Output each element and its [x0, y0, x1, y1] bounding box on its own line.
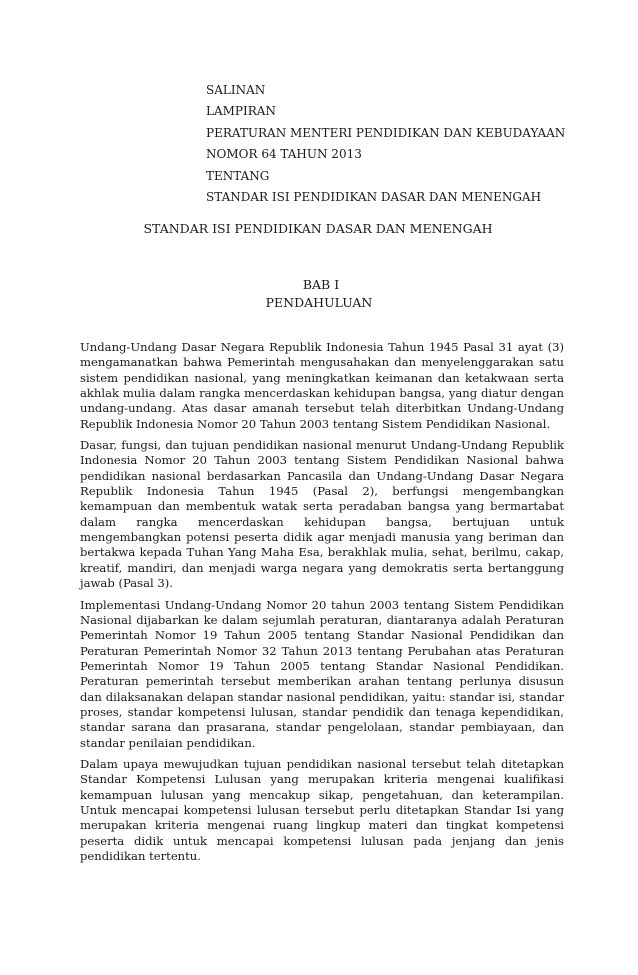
chapter-number: BAB I — [302, 277, 340, 292]
chapter-heading — [0, 276, 638, 311]
chapter-title: PENDAHULUAN — [265, 294, 373, 310]
document-title — [0, 221, 638, 236]
header-line-number: NOMOR 64 TAHUN 2013 — [206, 147, 362, 162]
paragraph-4: Dalam upaya mewujudkan tujuan pendidikan nasional tersebut telah ditetapkan Standar Kompetensi Lulusan yang merupakan kriteria mengenai kualifikasi kemampuan lulusan yang mencakup sikap, pengetahuan, dan keterampilan. Untuk mencapai kompetensi lulusan tersebut perlu ditetapkan Standar Isi yang merupakan kriteria mengenai ruang lingkup materi dan tingkat kompetensi peserta didik untuk mencapai kompetensi lulusan pada jenjang dan jenis pendidikan tertentu. — [80, 756, 564, 863]
header-line-tentang: TENTANG — [206, 168, 270, 183]
paragraph-2: Dasar, fungsi, dan tujuan pendidikan nasional menurut Undang-Undang Republik Indonesia Nomor 20 Tahun 2003 tentang Sistem Pendidikan Nasional bahwa pendidikan nasional berdasarkan Pancasila dan Undang-Undang Dasar Negara Republik Indonesia Tahun 1945 (Pasal 2), berfungsi mengembangkan kemampuan dan membentuk watak serta peradaban bangsa yang bermartabat dalam rangka mencerdaskan kehidupan bangsa, bertujuan untuk mengembangkan potensi peserta didik agar menjadi manusia yang beriman dan bertakwa kepada Tuhan Yang Maha Esa, berakhlak mulia, sehat, berilmu, cakap, kreatif, mandiri, dan menjadi warga negara yang demokratis serta bertanggung jawab (Pasal 3). — [80, 438, 564, 591]
document-title-text: STANDAR ISI PENDIDIKAN DASAR DAN MENENGAH — [143, 221, 493, 236]
header-line-lampiran: LAMPIRAN — [206, 104, 276, 119]
body-text — [80, 340, 564, 870]
header-line-salinan: SALINAN — [206, 83, 266, 97]
paragraph-1: Undang-Undang Dasar Negara Republik Indonesia Tahun 1945 Pasal 31 ayat (3) mengamanatkan bahwa Pemerintah mengusahakan dan menyelenggarakan satu sistem pendidikan nasional, yang meningkatkan keimanan dan ketakwaan serta akhlak mulia dalam rangka mencerdaskan kehidupan bangsa, yang diatur dengan undang-undang. Atas dasar amanah tersebut telah diterbitkan Undang-Undang Republik Indonesia Nomor 20 Tahun 2003 tentang Sistem Pendidikan Nasional. — [80, 340, 564, 431]
header-line-regulation: PERATURAN MENTERI PENDIDIKAN DAN KEBUDAYAAN — [206, 125, 566, 140]
regulation-header — [206, 80, 606, 208]
header-line-subject: STANDAR ISI PENDIDIKAN DASAR DAN MENENGAH — [206, 189, 542, 204]
paragraph-3: Implementasi Undang-Undang Nomor 20 tahun 2003 tentang Sistem Pendidikan Nasional dijabarkan ke dalam sejumlah peraturan, diantaranya adalah Peraturan Pemerintah Nomor 19 Tahun 2005 tentang Standar Nasional Pendidikan dan Peraturan Pemerintah Nomor 32 Tahun 2013 tentang Perubahan atas Peraturan Pemerintah Nomor 19 Tahun 2005 tentang Standar Nasional Pendidikan. Peraturan pemerintah tersebut memberikan arahan tentang perlunya disusun dan dilaksanakan delapan standar nasional pendidikan, yaitu: standar isi, standar proses, standar kompetensi lulusan, standar pendidik dan tenaga kependidikan, standar sarana dan prasarana, standar pengelolaan, standar pembiayaan, dan standar penilaian pendidikan. — [80, 597, 564, 750]
